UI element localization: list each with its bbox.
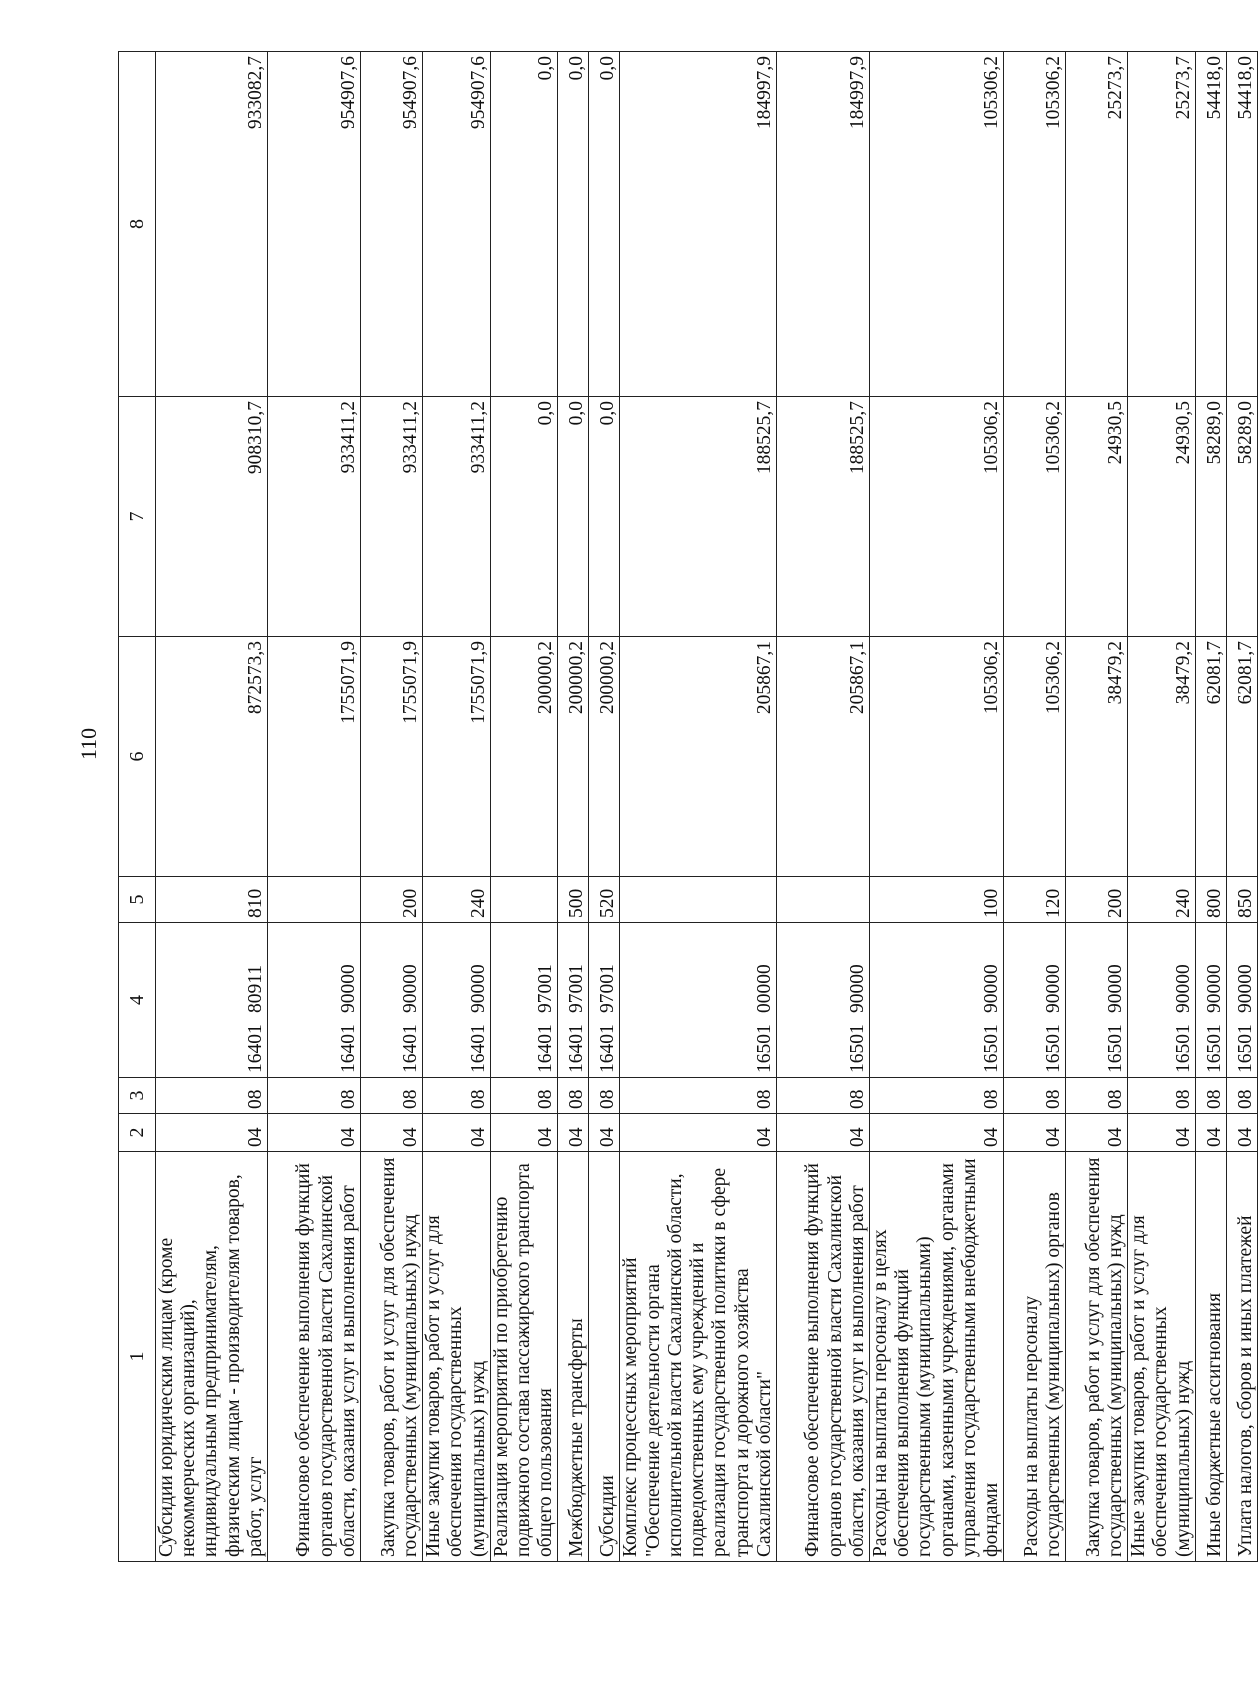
amount-col7-cell: 24930,5 bbox=[1066, 397, 1128, 637]
column-header-7: 7 bbox=[119, 397, 156, 637]
amount-col7-cell: 188525,7 bbox=[620, 397, 777, 637]
amount-col7-cell: 0,0 bbox=[490, 397, 558, 637]
program-code: 16501 bbox=[753, 1024, 775, 1073]
column-header-1: 1 bbox=[119, 1152, 156, 1562]
section-code-cell: 04 bbox=[423, 1114, 491, 1152]
program-code: 16401 bbox=[399, 1024, 421, 1073]
amount-col8-cell: 954907,6 bbox=[268, 52, 361, 397]
amount-col6-cell: 1755071,9 bbox=[268, 637, 361, 877]
target-article-cell bbox=[268, 923, 361, 1078]
amount-col7-cell: 105306,2 bbox=[1004, 397, 1066, 637]
direction-code: 90000 bbox=[1234, 964, 1256, 1013]
target-article-cell bbox=[589, 923, 620, 1078]
target-article-cell bbox=[490, 923, 558, 1078]
amount-col6-cell: 205867,1 bbox=[620, 637, 777, 877]
amount-col8-cell: 25273,7 bbox=[1066, 52, 1128, 397]
subsection-code-cell: 08 bbox=[1226, 1078, 1257, 1114]
section-code-cell: 04 bbox=[361, 1114, 423, 1152]
amount-col8-cell: 54418,0 bbox=[1195, 52, 1226, 397]
amount-col8-cell: 25273,7 bbox=[1128, 52, 1196, 397]
amount-col6-cell: 1755071,9 bbox=[361, 637, 423, 877]
amount-col8-cell: 105306,2 bbox=[1004, 52, 1066, 397]
amount-col6-cell: 38479,2 bbox=[1128, 637, 1196, 877]
amount-col7-cell: 933411,2 bbox=[361, 397, 423, 637]
section-code-cell: 04 bbox=[1128, 1114, 1196, 1152]
row-name-cell: Закупка товаров, работ и услуг для обеспечения государственных (муниципальных) нужд bbox=[1066, 1152, 1128, 1562]
row-name-cell: Финансовое обеспечение выполнения функций органов государственной власти Сахалинской области, оказания услуг и выполнения работ bbox=[776, 1152, 869, 1562]
expense-type-cell: 200 bbox=[361, 877, 423, 923]
row-name-cell: Иные закупки товаров, работ и услуг для обеспечения государственных (муниципальных) нужд bbox=[423, 1152, 491, 1562]
section-code-cell: 04 bbox=[589, 1114, 620, 1152]
expense-type-cell: 520 bbox=[589, 877, 620, 923]
page-number: 110 bbox=[76, 727, 101, 760]
expense-type-cell: 810 bbox=[156, 877, 268, 923]
program-code: 16501 bbox=[1203, 1024, 1225, 1073]
subsection-code-cell: 08 bbox=[156, 1078, 268, 1114]
subsection-code-cell: 08 bbox=[1004, 1078, 1066, 1114]
program-code: 16501 bbox=[1234, 1024, 1256, 1073]
column-header-4: 4 bbox=[119, 923, 156, 1078]
row-name-cell: Реализация мероприятий по приобретению подвижного состава пассажирского транспорта общего пользования bbox=[490, 1152, 558, 1562]
expense-type-cell bbox=[268, 877, 361, 923]
subsection-code-cell: 08 bbox=[1128, 1078, 1196, 1114]
table-row bbox=[1066, 52, 1128, 1562]
direction-code: 90000 bbox=[981, 964, 1003, 1013]
direction-code: 90000 bbox=[467, 964, 489, 1013]
target-article-cell bbox=[1004, 923, 1066, 1078]
subsection-code-cell: 08 bbox=[620, 1078, 777, 1114]
direction-code: 90000 bbox=[1043, 964, 1065, 1013]
expense-type-cell: 850 bbox=[1226, 877, 1257, 923]
section-code-cell: 04 bbox=[1226, 1114, 1257, 1152]
section-code-cell: 04 bbox=[869, 1114, 1003, 1152]
section-code-cell: 04 bbox=[1004, 1114, 1066, 1152]
table-row bbox=[620, 52, 777, 1562]
direction-code: 90000 bbox=[1105, 964, 1127, 1013]
row-name-cell: Финансовое обеспечение выполнения функций органов государственной власти Сахалинской области, оказания услуг и выполнения работ bbox=[268, 1152, 361, 1562]
direction-code: 97001 bbox=[535, 964, 557, 1013]
amount-col8-cell: 933082,7 bbox=[156, 52, 268, 397]
section-code-cell: 04 bbox=[620, 1114, 777, 1152]
table-row bbox=[1128, 52, 1196, 1562]
section-code-cell: 04 bbox=[776, 1114, 869, 1152]
expense-type-cell: 100 bbox=[869, 877, 1003, 923]
row-name-cell: Уплата налогов, сборов и иных платежей bbox=[1226, 1152, 1257, 1562]
amount-col7-cell: 188525,7 bbox=[776, 397, 869, 637]
subsection-code-cell: 08 bbox=[869, 1078, 1003, 1114]
program-code: 16401 bbox=[244, 1024, 266, 1073]
row-name-cell: Субсидии bbox=[589, 1152, 620, 1562]
section-code-cell: 04 bbox=[1195, 1114, 1226, 1152]
subsection-code-cell: 08 bbox=[423, 1078, 491, 1114]
section-code-cell: 04 bbox=[268, 1114, 361, 1152]
table-row bbox=[1004, 52, 1066, 1562]
amount-col7-cell: 105306,2 bbox=[869, 397, 1003, 637]
amount-col6-cell: 200000,2 bbox=[558, 637, 589, 877]
amount-col6-cell: 105306,2 bbox=[869, 637, 1003, 877]
row-name-cell: Расходы на выплаты персоналу государственных (муниципальных) органов bbox=[1004, 1152, 1066, 1562]
column-header-6: 6 bbox=[119, 637, 156, 877]
target-article-cell bbox=[620, 923, 777, 1078]
table-row bbox=[490, 52, 558, 1562]
amount-col6-cell: 62081,7 bbox=[1195, 637, 1226, 877]
target-article-cell bbox=[361, 923, 423, 1078]
expense-type-cell: 120 bbox=[1004, 877, 1066, 923]
section-code-cell: 04 bbox=[558, 1114, 589, 1152]
row-name-cell: Закупка товаров, работ и услуг для обеспечения государственных (муниципальных) нужд bbox=[361, 1152, 423, 1562]
target-article-cell bbox=[869, 923, 1003, 1078]
row-name-cell: Межбюджетные трансферты bbox=[558, 1152, 589, 1562]
amount-col8-cell: 954907,6 bbox=[361, 52, 423, 397]
amount-col6-cell: 200000,2 bbox=[589, 637, 620, 877]
program-code: 16401 bbox=[337, 1024, 359, 1073]
subsection-code-cell: 08 bbox=[490, 1078, 558, 1114]
target-article-cell bbox=[1226, 923, 1257, 1078]
program-code: 16501 bbox=[1043, 1024, 1065, 1073]
expense-type-cell: 500 bbox=[558, 877, 589, 923]
amount-col6-cell: 38479,2 bbox=[1066, 637, 1128, 877]
expense-type-cell: 240 bbox=[1128, 877, 1196, 923]
table-row bbox=[869, 52, 1003, 1562]
table-row bbox=[268, 52, 361, 1562]
direction-code: 00000 bbox=[753, 964, 775, 1013]
amount-col7-cell: 58289,0 bbox=[1226, 397, 1257, 637]
amount-col8-cell: 0,0 bbox=[589, 52, 620, 397]
target-article-cell bbox=[1195, 923, 1226, 1078]
target-article-cell bbox=[423, 923, 491, 1078]
row-name-cell: Иные закупки товаров, работ и услуг для обеспечения государственных (муниципальных) нужд bbox=[1128, 1152, 1196, 1562]
column-header-3: 3 bbox=[119, 1078, 156, 1114]
program-code: 16401 bbox=[467, 1024, 489, 1073]
program-code: 16401 bbox=[566, 1024, 588, 1073]
table-row bbox=[1195, 52, 1226, 1562]
amount-col7-cell: 933411,2 bbox=[268, 397, 361, 637]
expense-type-cell: 200 bbox=[1066, 877, 1128, 923]
subsection-code-cell: 08 bbox=[1195, 1078, 1226, 1114]
section-code-cell: 04 bbox=[1066, 1114, 1128, 1152]
amount-col7-cell: 908310,7 bbox=[156, 397, 268, 637]
amount-col6-cell: 205867,1 bbox=[776, 637, 869, 877]
expense-type-cell bbox=[620, 877, 777, 923]
subsection-code-cell: 08 bbox=[776, 1078, 869, 1114]
target-article-cell bbox=[558, 923, 589, 1078]
program-code: 16501 bbox=[1105, 1024, 1127, 1073]
amount-col8-cell: 0,0 bbox=[558, 52, 589, 397]
amount-col6-cell: 200000,2 bbox=[490, 637, 558, 877]
expense-type-cell: 240 bbox=[423, 877, 491, 923]
amount-col8-cell: 184997,9 bbox=[776, 52, 869, 397]
subsection-code-cell: 08 bbox=[589, 1078, 620, 1114]
direction-code: 90000 bbox=[1203, 964, 1225, 1013]
program-code: 16401 bbox=[597, 1024, 619, 1073]
program-code: 16401 bbox=[535, 1024, 557, 1073]
table-row bbox=[156, 52, 268, 1562]
amount-col7-cell: 933411,2 bbox=[423, 397, 491, 637]
amount-col6-cell: 62081,7 bbox=[1226, 637, 1257, 877]
expense-type-cell: 800 bbox=[1195, 877, 1226, 923]
table-row bbox=[589, 52, 620, 1562]
table-row bbox=[361, 52, 423, 1562]
column-header-5: 5 bbox=[119, 877, 156, 923]
subsection-code-cell: 08 bbox=[268, 1078, 361, 1114]
subsection-code-cell: 08 bbox=[361, 1078, 423, 1114]
amount-col7-cell: 58289,0 bbox=[1195, 397, 1226, 637]
amount-col8-cell: 954907,6 bbox=[423, 52, 491, 397]
amount-col8-cell: 54418,0 bbox=[1226, 52, 1257, 397]
program-code: 16501 bbox=[981, 1024, 1003, 1073]
amount-col8-cell: 0,0 bbox=[490, 52, 558, 397]
subsection-code-cell: 08 bbox=[1066, 1078, 1128, 1114]
table-header-row bbox=[119, 52, 156, 1562]
amount-col8-cell: 184997,9 bbox=[620, 52, 777, 397]
section-code-cell: 04 bbox=[490, 1114, 558, 1152]
direction-code: 90000 bbox=[399, 964, 421, 1013]
direction-code: 97001 bbox=[597, 964, 619, 1013]
column-header-2: 2 bbox=[119, 1114, 156, 1152]
amount-col6-cell: 872573,3 bbox=[156, 637, 268, 877]
program-code: 16501 bbox=[1172, 1024, 1194, 1073]
expense-type-cell bbox=[490, 877, 558, 923]
target-article-cell bbox=[1128, 923, 1196, 1078]
budget-table bbox=[118, 51, 1258, 1562]
row-name-cell: Иные бюджетные ассигнования bbox=[1195, 1152, 1226, 1562]
row-name-cell: Расходы на выплаты персоналу в целях обеспечения выполнения функций государственными (муниципальными) органами, казенными учреждениями, органами управления государственными внебюджетными фондами bbox=[869, 1152, 1003, 1562]
amount-col7-cell: 0,0 bbox=[589, 397, 620, 637]
table-row bbox=[423, 52, 491, 1562]
direction-code: 97001 bbox=[566, 964, 588, 1013]
table-body bbox=[156, 52, 1258, 1562]
program-code: 16501 bbox=[846, 1024, 868, 1073]
amount-col6-cell: 1755071,9 bbox=[423, 637, 491, 877]
direction-code: 90000 bbox=[1172, 964, 1194, 1013]
table-row bbox=[776, 52, 869, 1562]
table-row bbox=[558, 52, 589, 1562]
table-row bbox=[1226, 52, 1257, 1562]
direction-code: 90000 bbox=[846, 964, 868, 1013]
row-name-cell: Субсидии юридическим лицам (кроме некоммерческих организаций), индивидуальным предпринимателям, физическим лицам - производителям товаров, работ, услуг bbox=[156, 1152, 268, 1562]
expense-type-cell bbox=[776, 877, 869, 923]
amount-col7-cell: 24930,5 bbox=[1128, 397, 1196, 637]
target-article-cell bbox=[1066, 923, 1128, 1078]
direction-code: 90000 bbox=[337, 964, 359, 1013]
budget-table-wrapper bbox=[118, 52, 1256, 1562]
row-name-cell: Комплекс процессных мероприятий "Обеспечение деятельности органа исполнительной власти Сахалинской области, подведомственных ему учреждений и реализация государственной политики в сфере транспорта и дорожного хозяйства Сахалинской области" bbox=[620, 1152, 777, 1562]
amount-col8-cell: 105306,2 bbox=[869, 52, 1003, 397]
column-header-8: 8 bbox=[119, 52, 156, 397]
target-article-cell bbox=[156, 923, 268, 1078]
amount-col7-cell: 0,0 bbox=[558, 397, 589, 637]
target-article-cell bbox=[776, 923, 869, 1078]
subsection-code-cell: 08 bbox=[558, 1078, 589, 1114]
direction-code: 80911 bbox=[244, 964, 266, 1013]
amount-col6-cell: 105306,2 bbox=[1004, 637, 1066, 877]
section-code-cell: 04 bbox=[156, 1114, 268, 1152]
